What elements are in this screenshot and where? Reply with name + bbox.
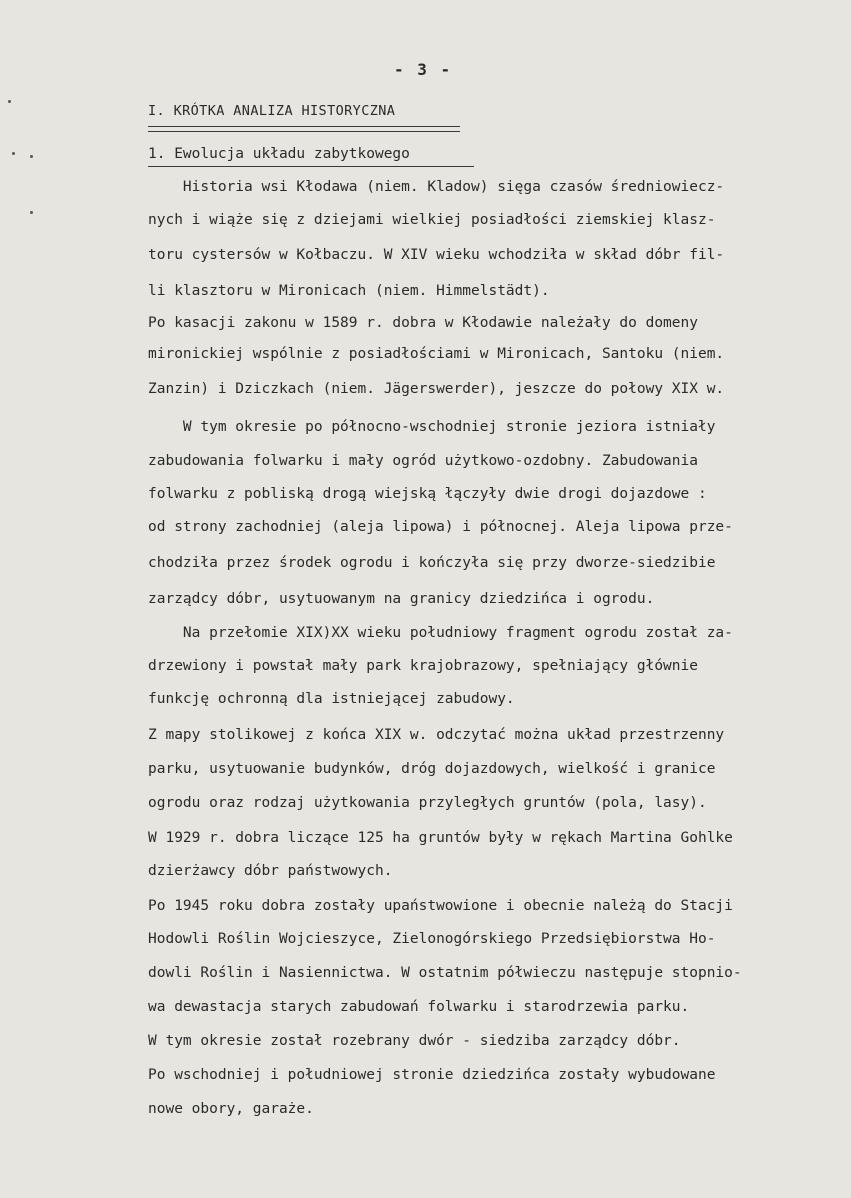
text-line: folwarku z pobliską drogą wiejską łączyły dwie drogi dojazdowe : [148, 486, 707, 502]
heading-underline [148, 131, 460, 132]
text-line: Na przełomie XIX)XX wieku południowy fragment ogrodu został za- [148, 625, 733, 641]
text-line: ogrodu oraz rodzaj użytkowania przyległych gruntów (pola, lasy). [148, 795, 707, 811]
text-line: W tym okresie został rozebrany dwór - siedziba zarządcy dóbr. [148, 1033, 681, 1049]
subheading-underline [148, 166, 474, 167]
text-line: li klasztoru w Mironicach (niem. Himmelstädt). [148, 283, 550, 299]
text-line: W tym okresie po północno-wschodniej stronie jeziora istniały [148, 419, 716, 435]
text-line: Historia wsi Kłodawa (niem. Kladow) sięga czasów średniowiecz- [148, 179, 725, 195]
page-number: - 3 - [394, 60, 453, 79]
text-line: chodziła przez środek ogrodu i kończyła się przy dworze-siedzibie [148, 555, 716, 571]
text-line: W 1929 r. dobra liczące 125 ha gruntów były w rękach Martina Gohlke [148, 830, 733, 846]
punch-mark [30, 155, 33, 158]
punch-mark [30, 211, 33, 214]
text-line: Po wschodniej i południowej stronie dziedzińca zostały wybudowane [148, 1067, 716, 1083]
text-line: Po kasacji zakonu w 1589 r. dobra w Kłodawie należały do domeny [148, 315, 698, 331]
text-line: od strony zachodniej (aleja lipowa) i północnej. Aleja lipowa prze- [148, 519, 733, 535]
text-line: funkcję ochronną dla istniejącej zabudowy. [148, 691, 515, 707]
text-line: Zanzin) i Dziczkach (niem. Jägerswerder), jeszcze do połowy XIX w. [148, 381, 725, 397]
section-heading: I. KRÓTKA ANALIZA HISTORYCZNA [148, 103, 396, 119]
heading-underline [148, 126, 460, 127]
text-line: mironickiej wspólnie z posiadłościami w Mironicach, Santoku (niem. [148, 346, 725, 362]
text-line: Po 1945 roku dobra zostały upaństwowione i obecnie należą do Stacji [148, 898, 733, 914]
text-line: wa dewastacja starych zabudowań folwarku i starodrzewia parku. [148, 999, 690, 1015]
text-line: toru cystersów w Kołbaczu. W XIV wieku wchodziła w skład dóbr fil- [148, 247, 725, 263]
text-line: parku, usytuowanie budynków, dróg dojazdowych, wielkość i granice [148, 761, 716, 777]
punch-mark [12, 152, 15, 155]
punch-mark [8, 100, 11, 103]
text-line: dowli Roślin i Nasiennictwa. W ostatnim półwieczu następuje stopnio- [148, 965, 742, 981]
subsection-heading: 1. Ewolucja układu zabytkowego [148, 146, 410, 162]
text-line: zabudowania folwarku i mały ogród użytkowo-ozdobny. Zabudowania [148, 453, 698, 469]
text-line: nowe obory, garaże. [148, 1101, 314, 1117]
text-line: Z mapy stolikowej z końca XIX w. odczytać można układ przestrzenny [148, 727, 725, 743]
text-line: Hodowli Roślin Wojcieszyce, Zielonogórskiego Przedsiębiorstwa Ho- [148, 931, 716, 947]
text-line: drzewiony i powstał mały park krajobrazowy, spełniający głównie [148, 658, 698, 674]
text-line: nych i wiąże się z dziejami wielkiej posiadłości ziemskiej klasz- [148, 212, 716, 228]
text-line: zarządcy dóbr, usytuowanym na granicy dziedzińca i ogrodu. [148, 591, 655, 607]
text-line: dzierżawcy dóbr państwowych. [148, 863, 393, 879]
